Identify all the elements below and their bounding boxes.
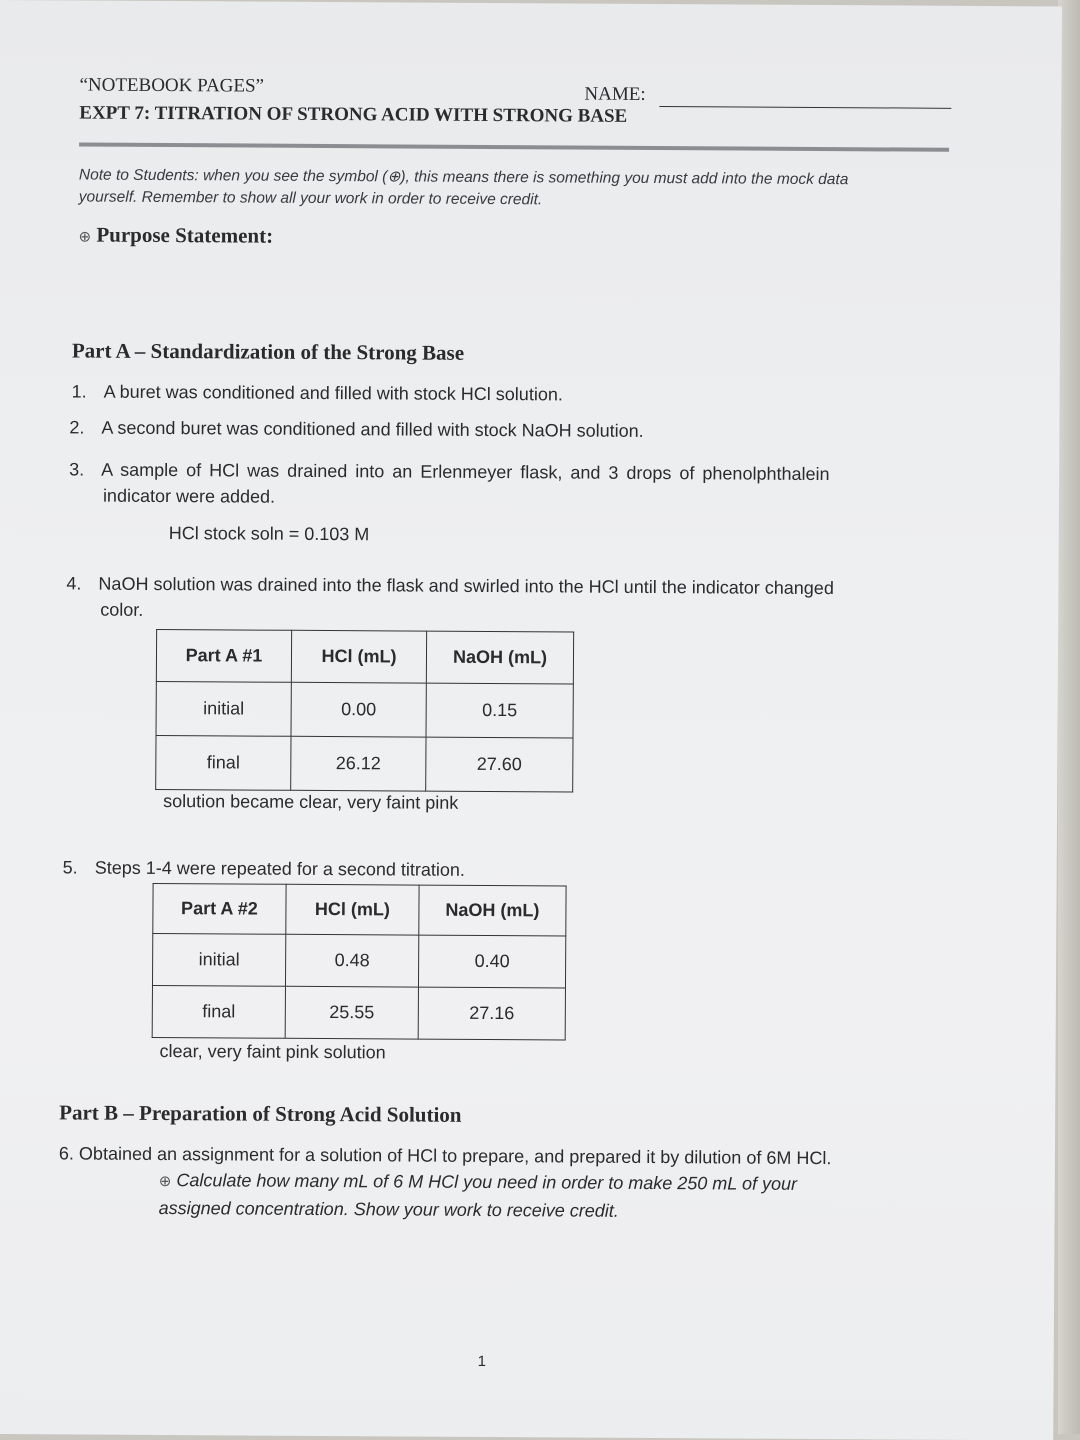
table-2-observation: clear, very faint pink solution — [159, 1040, 386, 1063]
add-data-icon: ⊕ — [78, 227, 92, 246]
step-4 — [66, 570, 946, 627]
student-note — [79, 164, 939, 213]
table-row — [152, 985, 565, 1040]
table-cell: initial — [152, 933, 285, 986]
part-b-heading: Part B – Preparation of Strong Acid Solution — [59, 1100, 462, 1127]
note-line-2: yourself. Remember to show all your work in order to receive credit. — [78, 188, 543, 209]
table-header-cell: NaOH (mL) — [419, 885, 566, 936]
calc-line-2: assigned concentration. Show your work to receive credit. — [158, 1197, 619, 1221]
purpose-label: Purpose Statement: — [96, 222, 274, 248]
page-number: 1 — [477, 1352, 487, 1370]
table-cell: 0.48 — [285, 934, 418, 987]
add-data-icon: ⊕ — [158, 1171, 172, 1191]
table-header-cell: HCl (mL) — [286, 884, 419, 935]
step-number: 1. — [71, 381, 87, 402]
titration-table-2 — [152, 883, 567, 1041]
table-cell: 0.15 — [426, 683, 573, 738]
step-1 — [72, 378, 563, 407]
table-header-cell: HCl (mL) — [291, 630, 426, 683]
table-cell: 0.40 — [418, 935, 565, 988]
step-text-cont: color. — [100, 599, 144, 620]
hcl-stock-concentration: HCl stock soln = 0.103 M — [168, 523, 370, 545]
table-cell: 27.16 — [418, 987, 565, 1040]
purpose-heading — [78, 222, 273, 248]
step-2 — [69, 414, 643, 444]
titration-table-1 — [155, 629, 574, 793]
calculation-instruction — [159, 1167, 899, 1227]
header-block — [79, 72, 627, 129]
step-number: 2. — [69, 417, 85, 438]
calc-line-1: Calculate how many mL of 6 M HCl you need in order to make 250 mL of your — [176, 1170, 798, 1194]
page-edge-shadow — [1058, 0, 1080, 1434]
table-cell: 25.55 — [285, 986, 418, 1039]
table-row — [156, 681, 573, 738]
step-number: 5. — [62, 857, 78, 878]
table-header-cell: Part A #1 — [156, 629, 291, 682]
name-label: NAME: — [584, 83, 646, 105]
table-header-row — [153, 883, 566, 936]
step-3 — [69, 456, 949, 513]
table-cell: final — [152, 985, 285, 1038]
step-text: A second buret was conditioned and filled with stock NaOH solution. — [101, 417, 644, 441]
notebook-title: “NOTEBOOK PAGES” — [79, 74, 265, 97]
table-header-cell: NaOH (mL) — [426, 631, 573, 684]
step-text: Steps 1-4 were repeated for a second titration. — [94, 857, 466, 880]
name-blank-line — [659, 106, 951, 109]
table-cell: initial — [156, 681, 291, 736]
step-text: NaOH solution was drained into the flask and swirled into the HCl until the indicator changed — [98, 573, 834, 599]
table-1-observation: solution became clear, very faint pink — [163, 791, 459, 813]
step-text-cont: indicator were added. — [102, 485, 276, 507]
table-header-row — [156, 629, 573, 684]
experiment-title: EXPT 7: TITRATION OF STRONG ACID WITH STRONG BASE — [79, 102, 628, 127]
table-cell: 26.12 — [291, 736, 426, 791]
header-divider — [79, 142, 949, 151]
table-row — [152, 933, 565, 988]
step-number: 4. — [66, 573, 82, 594]
table-header-cell: Part A #2 — [153, 883, 286, 934]
step-text: A buret was conditioned and filled with stock HCl solution. — [103, 381, 563, 405]
part-a-heading: Part A – Standardization of the Strong Base — [71, 338, 465, 365]
step-number: 3. — [69, 459, 85, 480]
step-6: 6. Obtained an assignment for a solution of HCl to prepare, and prepared it by dilution of 6M HCl. — [58, 1143, 832, 1169]
note-line-1: Note to Students: when you see the symbol (⊕), this means there is something you must add into the mock data — [78, 166, 849, 189]
table-row — [156, 735, 573, 792]
table-cell: 27.60 — [426, 737, 573, 792]
table-cell: 0.00 — [291, 682, 426, 737]
table-cell: final — [156, 735, 291, 790]
step-5 — [63, 854, 465, 882]
step-text: A sample of HCl was drained into an Erlenmeyer flask, and 3 drops of phenolphthalein — [101, 459, 830, 485]
